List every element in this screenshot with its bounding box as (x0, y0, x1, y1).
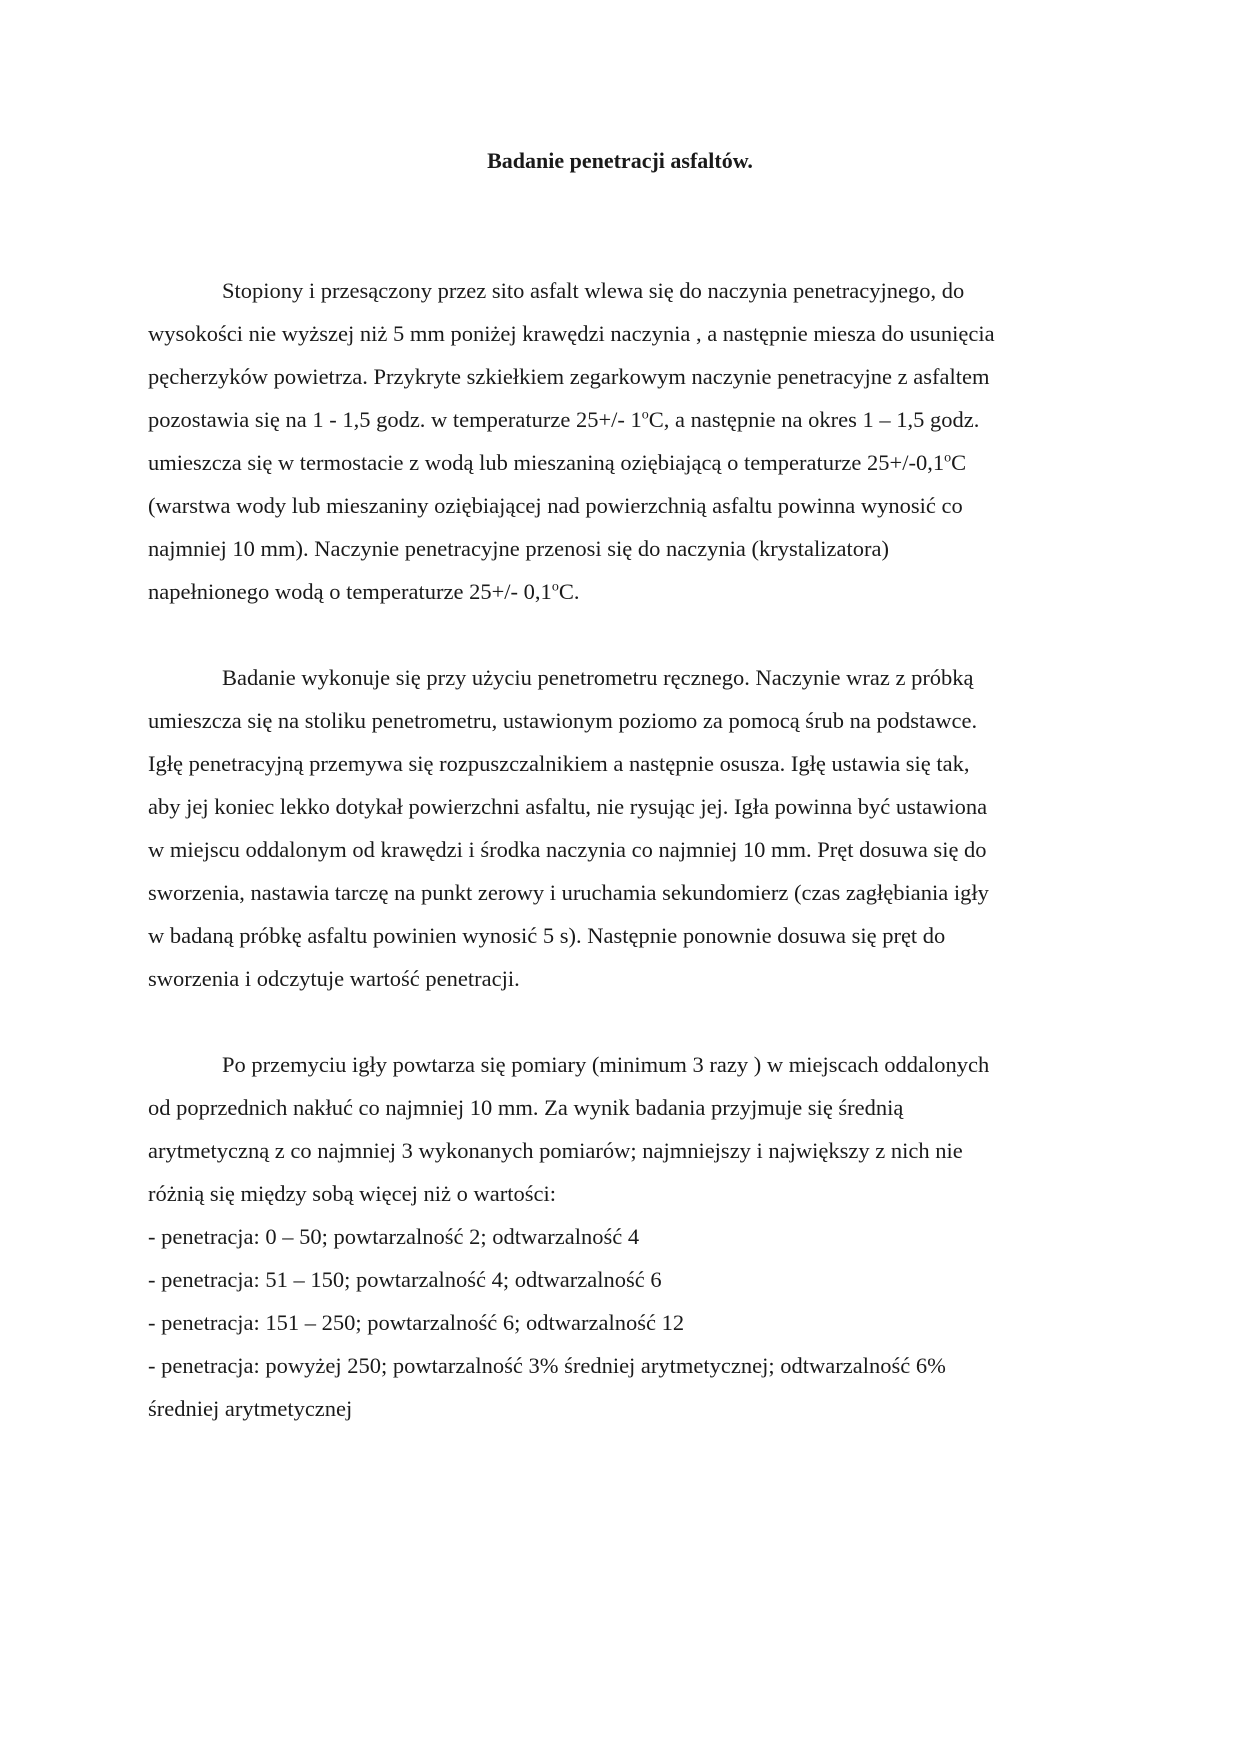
p1-line-5-b: C (951, 450, 967, 475)
list-item-2: - penetracja: 51 – 150; powtarzalność 4; odtwarzalność 6 (148, 1267, 662, 1292)
p1-line-4-b: C, a następnie na okres 1 – 1,5 godz. (648, 407, 980, 432)
p1-line-3: pęcherzyków powietrza. Przykryte szkiełkiem zegarkowym naczynie penetracyjne z asfaltem (148, 364, 990, 389)
degree-symbol: o (551, 579, 559, 595)
p2-line-2: umieszcza się na stoliku penetrometru, ustawionym poziomo za pomocą śrub na podstawce. (148, 708, 978, 733)
p2-line-7: w badaną próbkę asfaltu powinien wynosić 5 s). Następnie ponownie dosuwa się pręt do (148, 923, 946, 948)
p1-line-6: (warstwa wody lub mieszaniny oziębiającej nad powierzchnią asfaltu powinna wynosić co (148, 493, 963, 518)
p2-line-5: w miejscu oddalonym od krawędzi i środka naczynia co najmniej 10 mm. Pręt dosuwa się do (148, 837, 987, 862)
p2-line-3: Igłę penetracyjną przemywa się rozpuszczalnikiem a następnie osusza. Igłę ustawia się tak, (148, 751, 970, 776)
list-item-4: - penetracja: powyżej 250; powtarzalność 3% średniej arytmetycznej; odtwarzalność 6% (148, 1353, 946, 1378)
p3-line-1: Po przemyciu igły powtarza się pomiary (minimum 3 razy ) w miejscach oddalonych (222, 1052, 990, 1077)
p3-line-4: różnią się między sobą więcej niż o wartości: (148, 1181, 556, 1206)
degree-symbol: o (641, 407, 649, 423)
list-item-4-cont: średniej arytmetycznej (148, 1396, 353, 1421)
p1-line-4-a: pozostawia się na 1 - 1,5 godz. w temperaturze 25+/- 1 (148, 407, 642, 432)
list-item-3: - penetracja: 151 – 250; powtarzalność 6; odtwarzalność 12 (148, 1310, 685, 1335)
p3-line-3: arytmetyczną z co najmniej 3 wykonanych pomiarów; najmniejszy i największy z nich nie (148, 1138, 963, 1163)
list-item-1: - penetracja: 0 – 50; powtarzalność 2; odtwarzalność 4 (148, 1224, 640, 1249)
p2-line-6: sworzenia, nastawia tarczę na punkt zerowy i uruchamia sekundomierz (czas zagłębiania igły (148, 880, 989, 905)
p1-line-8-a: napełnionego wodą o temperaturze 25+/- 0,1 (148, 579, 552, 604)
p1-line-8 (148, 577, 579, 607)
p3-line-2: od poprzednich nakłuć co najmniej 10 mm. Za wynik badania przyjmuje się średnią (148, 1095, 904, 1120)
p2-line-1: Badanie wykonuje się przy użyciu penetrometru ręcznego. Naczynie wraz z próbką (222, 665, 974, 690)
p1-line-4 (148, 405, 979, 435)
p2-line-4: aby jej koniec lekko dotykał powierzchni asfaltu, nie rysując jej. Igła powinna być ustawiona (148, 794, 988, 819)
p1-line-7: najmniej 10 mm). Naczynie penetracyjne przenosi się do naczynia (krystalizatora) (148, 536, 889, 561)
p1-line-5-a: umieszcza się w termostacie z wodą lub mieszaniną oziębiającą o temperaturze 25+/-0,1 (148, 450, 945, 475)
p1-line-2: wysokości nie wyższej niż 5 mm poniżej krawędzi naczynia , a następnie miesza do usunięcia (148, 321, 995, 346)
p1-line-5 (148, 448, 966, 478)
p1-line-8-b: C. (558, 579, 580, 604)
p2-line-8: sworzenia i odczytuje wartość penetracji. (148, 966, 520, 991)
degree-symbol: o (944, 450, 952, 466)
p1-line-1: Stopiony i przesączony przez sito asfalt wlewa się do naczynia penetracyjnego, do (222, 278, 965, 303)
document-title: Badanie penetracji asfaltów. (487, 148, 753, 173)
